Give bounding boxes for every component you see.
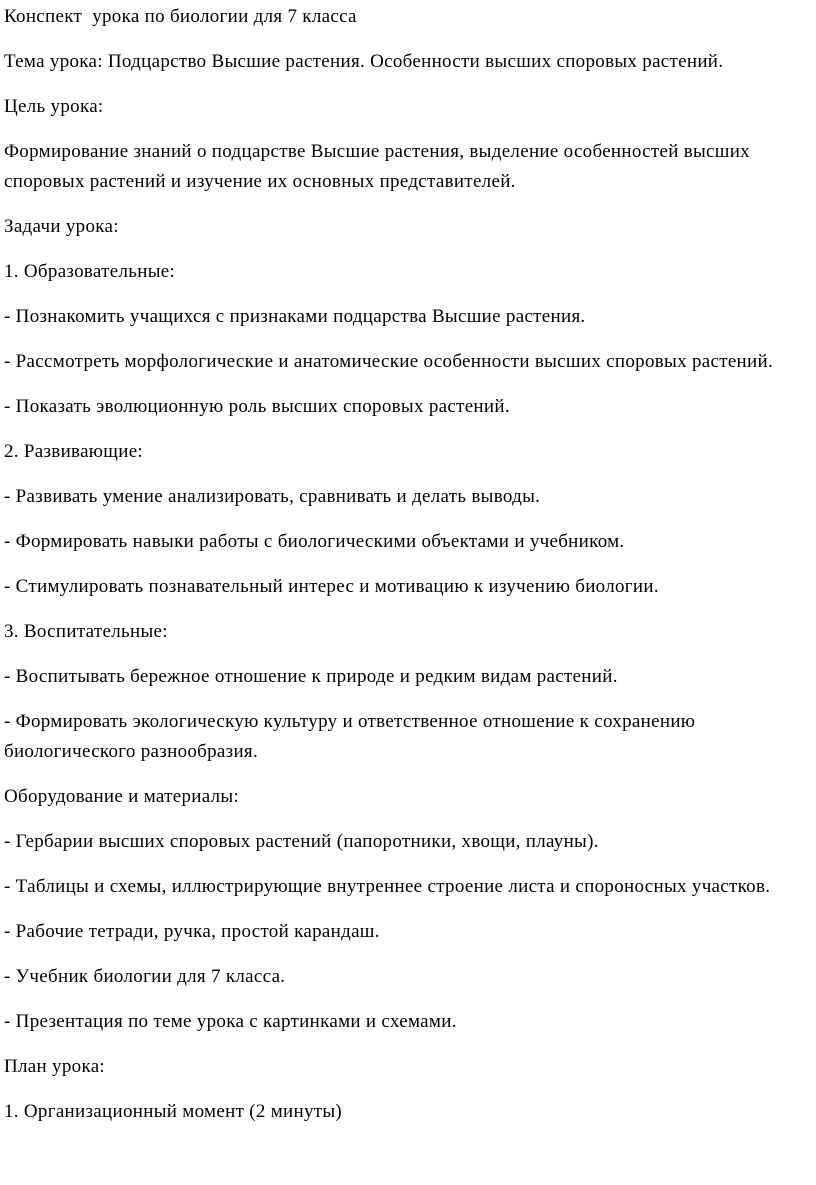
paragraph: 2. Развивающие: bbox=[4, 441, 144, 462]
paragraph: Тема урока: Подцарство Высшие растения. Особенности высших споровых растений. bbox=[4, 51, 724, 72]
paragraph: - Развивать умение анализировать, сравнивать и делать выводы. bbox=[4, 486, 541, 507]
paragraph: - Презентация по теме урока с картинками и схемами. bbox=[4, 1011, 457, 1032]
paragraph: - Формировать навыки работы с биологическими объектами и учебником. bbox=[4, 531, 625, 552]
paragraph: - Учебник биологии для 7 класса. bbox=[4, 966, 286, 987]
paragraph: - Гербарии высших споровых растений (папоротники, хвощи, плауны). bbox=[4, 831, 599, 852]
paragraph: 3. Воспитательные: bbox=[4, 621, 168, 642]
paragraph: - Рассмотреть морфологические и анатомические особенности высших споровых растений. bbox=[4, 351, 774, 372]
paragraph: 1. Организационный момент (2 минуты) bbox=[4, 1101, 343, 1122]
paragraph: - Показать эволюционную роль высших споровых растений. bbox=[4, 396, 510, 417]
paragraph: Цель урока: bbox=[4, 96, 104, 117]
paragraph: - Формировать экологическую культуру и ответственное отношение к сохранению биологического разнообразия. bbox=[4, 711, 701, 762]
paragraph: Задачи урока: bbox=[4, 216, 119, 237]
paragraph: Формирование знаний о подцарстве Высшие растения, выделение особенностей высших споровых растений и изучение их основных представителей. bbox=[4, 141, 756, 192]
paragraph: 1. Образовательные: bbox=[4, 261, 176, 282]
paragraph: План урока: bbox=[4, 1056, 106, 1077]
paragraph: - Рабочие тетради, ручка, простой карандаш. bbox=[4, 921, 380, 942]
paragraph: - Таблицы и схемы, иллюстрирующие внутреннее строение листа и спороносных участков. bbox=[4, 876, 771, 897]
paragraph: - Воспитывать бережное отношение к природе и редким видам растений. bbox=[4, 666, 618, 687]
paragraph: Оборудование и материалы: bbox=[4, 786, 240, 807]
paragraph-list bbox=[4, 2, 796, 1127]
paragraph: - Стимулировать познавательный интерес и мотивацию к изучению биологии. bbox=[4, 576, 659, 597]
document-title: Конспект урока по биологии для 7 класса bbox=[4, 6, 357, 27]
paragraph: - Познакомить учащихся с признаками подцарства Высшие растения. bbox=[4, 306, 586, 327]
